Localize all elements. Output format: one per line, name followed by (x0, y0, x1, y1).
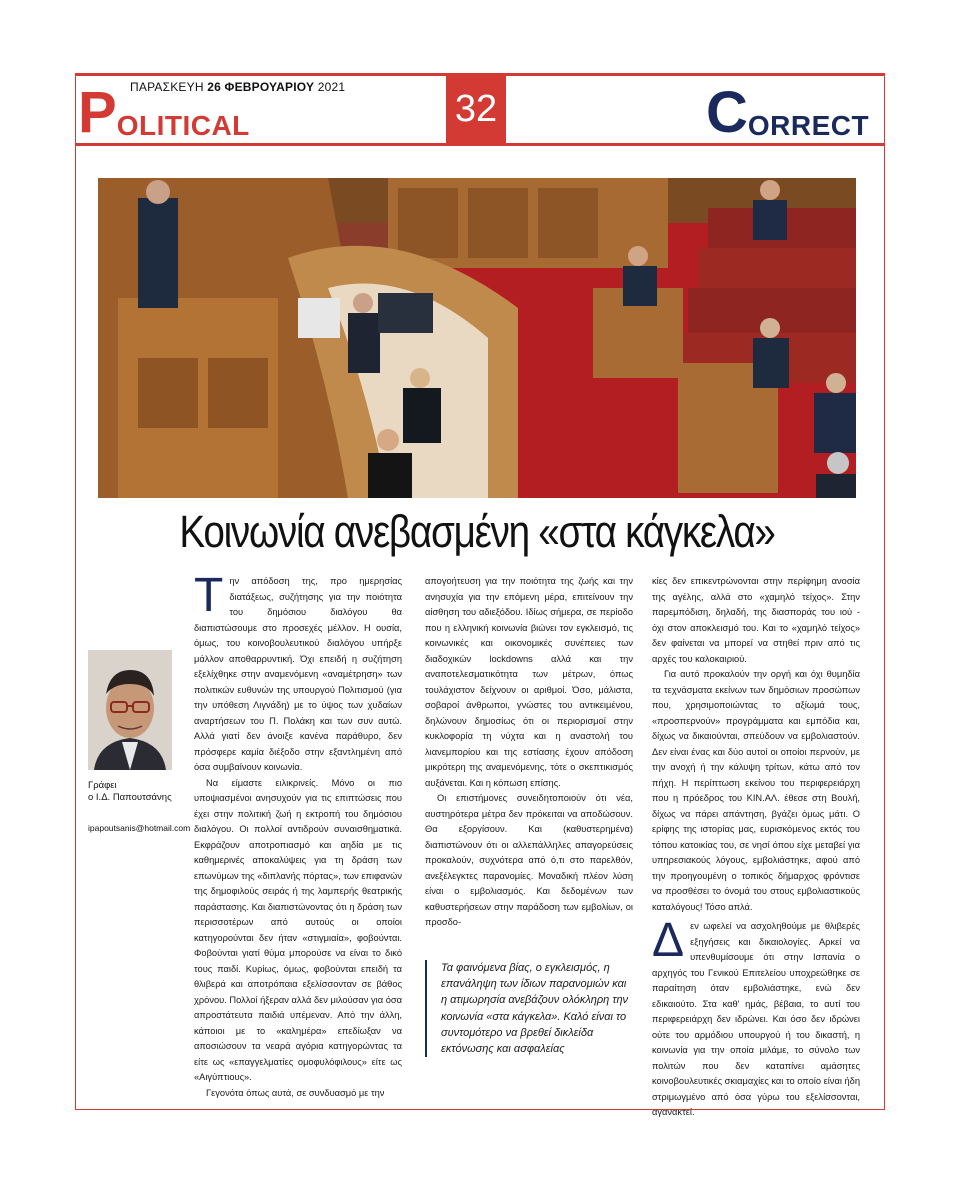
paragraph: Για αυτό προκαλούν την οργή και όχι θυμηδία τα τεχνάσματα εκείνων των δημόσιων προσώπων που, χρησιμοποιώντας το αξίωμά τους, «προσπερνούν» προγράμματα και εμπόδια και, δίχως να δικαιούνται, σπεύδουν να εμβολιαστούν. Δεν είναι ένας και δύο αυτοί οι οποίοι περνούν, με την ανοχή ή την κάλυψη τρίτων, κάτω από τον πήχη. Η περίπτωση εκείνου του περιφερειάρχη που η πρόεδρος του ΚΙΝ.ΑΛ. έθεσε στη Βουλή, δίχως να πάρει απάντηση, βγάζει όμως μάτι. Ο ερίφης της ιστορίας μας, ευρισκόμενος εκτός του τόπου κατοικίας του, σε νησί όπου είχε μεταβεί για υπηρεσιακούς λόγους, εμβολιάστηκε, αφού από την προηγουμένη ο τοπικός δήμαρχος φρόντισε να προσθέσει το όνομά του στους εμβολιαστικούς καταλόγους! Τόσο απλά. (652, 669, 860, 912)
paragraph: κίες δεν επικεντρώνονται στην περίφημη ανοσία της αγέλης, αλλά στο «χαμηλό τείχος». Στην παρεμπόδιση, δηλαδή, της διασποράς του ιού - όχι στον αποκλεισμό του. Και το «χαμηλό τείχος» δεν φαίνεται να μπορεί να στηθεί πριν από τις αρχές του καλοκαιριού. (652, 576, 860, 664)
correct-logo: CORRECT (706, 80, 870, 145)
article-column-1 (194, 569, 402, 1101)
paragraph: απογοήτευση για την ποιότητα της ζωής και την ανησυχία για την επόμενη μέρα, επιτείνουν την αίσθηση του αδιεξόδου. Ιδίως σήμερα, σε περίοδο που η ελληνική κοινωνία βιώνει τον εγκλεισμό, τις κοινωνικές και οικονομικές συνέπειες των διαδοχικών lockdowns αλλά και την αναποτελεσματικότητα των μέτρων, όπως τουλάχιστον δείχνουν οι αριθμοί. Όσο, μάλιστα, σοβαροί άνθρωποι, γνώστες του αντικειμένου, δηλώνουν δημοσίως ότι οι περιορισμοί στην κυκλοφορία τη νύχτα και η αναστολή του λιανεμπορίου και της εστίασης έχουν απόδοση μικρότερη της αναμενόμενης, τότε ο σκεπτικισμός αυξάνεται. Και η κόπωση επίσης. (425, 576, 633, 788)
article-column-3 (652, 574, 860, 1121)
author-email[interactable]: ipapoutsanis@hotmail.com (88, 823, 191, 833)
dropcap: Τ (194, 569, 224, 622)
parliament-photo (98, 178, 856, 498)
paragraph: Την απόδοση της, προ ημερησίας διατάξεως, συζήτησης για την ποιότητα του δημόσιου διαλόγου θα διαπιστώσουμε στο προσεχές μέλλον. Η ουσία, όμως, του κοινοβουλευτικού διαλόγου υπήρξε μάλλον αποθαρρυντική. Όχι επειδή η συζήτηση εξελίχθηκε στην αναμενόμενη «αναμέτρηση» των πολιτικών ευθυνών της υπουργού Πολιτισμού (για την υπόθεση Λιγνάδη) με το ύψος των χυδαίων αναρτήσεων του Π. Πολάκη και των συν αυτώ. Αλλά γιατί δεν άνοιξε κανένα παράθυρο, δεν πρόσφερε καμία διέξοδο στην εξαντλημένη από όσα συμβαίνουν κοινωνία. (194, 569, 402, 772)
byline (88, 780, 172, 804)
paragraph: Οι επιστήμονες συνειδητοποιούν ότι νέα, αυστηρότερα μέτρα δεν πρόκειται να αποδώσουν. Θα εξοργίσουν. Και (καθυστερημένα) διαπιστώνουν ότι οι αλλεπάλληλες απαγορεύσεις προκαλούν, συχνότερα από ό,τι στο παρελθόν, ανεξέλεγκτες παρανομίες. Μοναδική πλέον λύση είναι ο εμβολιασμός. Και δεδομένων των καθυστερήσεων στην παράδοση των εμβολίων, οι προσδο- (425, 793, 633, 927)
dropcap: Δ (652, 914, 685, 967)
headline: Κοινωνία ανεβασμένη «στα κάγκελα» (179, 506, 775, 557)
political-logo: POLITICAL (78, 80, 250, 145)
header-rule-bottom (75, 143, 885, 146)
paragraph: Δεν ωφελεί να ασχοληθούμε με θλιβερές εξηγήσεις και δικαιολογίες. Αρκεί να υπενθυμίσουμε ότι στην Ισπανία ο αρχηγός του Γενικού Επιτελείου υποχρεώθηκε σε παραίτηση όταν εμβολιάστηκε, ενώ δεν εδικαιούτο. Στα καθ' ημάς, βέβαια, το αυτί του περιφερειάρχη δεν ιδρώνει. Και όσο δεν ιδρώνει ούτε του αρμόδιου υπουργού ή του δικαστή, η κοινωνία για την οποία μιλάμε, το σύνολο των πολιτών που δεν καταπίνει αμάσητες κοινοβουλευτικές σκιαμαχίες και το οποίο είναι ήδη στριμωγμένο από όσα γύρω του εξελίσσονται, αγανακτεί. (652, 914, 860, 1117)
author-name: ο Ι.Δ. Παπουτσάνης (88, 792, 172, 803)
author-photo (88, 650, 172, 770)
paragraph: Να είμαστε ειλικρινείς. Μόνο οι πιο υποψιασμένοι ανησυχούν για τις επιπτώσεις που έχει στην πολιτική ζωή η εκτροπή του δημόσιου διαλόγου. Οι πολλοί αντιδρούν συναισθηματικά. Εκφράζουν αποτροπιασμό και αηδία με τις καθημερινές αποκαλύψεις για τη δράση των επωνύμων της «διπλανής πόρτας», των επιφανών της δημοφιλούς σειράς ή της λαμπερής θεατρικής παράστασης. Και διαπιστώνοντας ότι η δράση των περισσοτέρων από αυτούς οι οποίοι κατηγορούνται δεν ήταν «στιγμιαία», φοβούνται. Φοβούνται γιατί θύμα μπορούσε να είναι το δικό τους παιδί. Κυρίως, όμως, φοβούνται επειδή τα θλιβερά και αποτρόπαια εξελίσσονταν σε βάθος χρόνου. Πολλοί ήξεραν αλλά δεν μιλούσαν για όσα απροστάτευτα παιδιά υπέμεναν. Από την άλλη, κάποιοι με το «καλημέρα» επεδίωξαν να αποσιώσουν τα νεαρά αγόρια κατηγορώντας τα είτε ως «επαγγελματίες ομοφυλόφιλους» είτε ως «Αιγύπτιους». (194, 777, 402, 1082)
paragraph: Γεγονότα όπως αυτά, σε συνδυασμό με την (206, 1087, 385, 1098)
byline-label: Γράφει (88, 780, 117, 791)
page-number: 32 (446, 76, 506, 143)
article-column-2 (425, 574, 633, 931)
issue-date: ΠΑΡΑΣΚΕΥΗ 26 ΦΕΒΡΟΥΑΡΙΟΥ 2021 (130, 80, 346, 94)
pull-quote: Τα φαινόμενα βίας, ο εγκλεισμός, η επανάληψη των ίδιων παρανομιών και η ατιμωρησία ανεβάζουν ολόκληρη την κοινωνία «στα κάγκελα». Καλό είναι το συντομότερο να βρεθεί δικλείδα εκτόνωσης και ασφαλείας (425, 960, 633, 1057)
